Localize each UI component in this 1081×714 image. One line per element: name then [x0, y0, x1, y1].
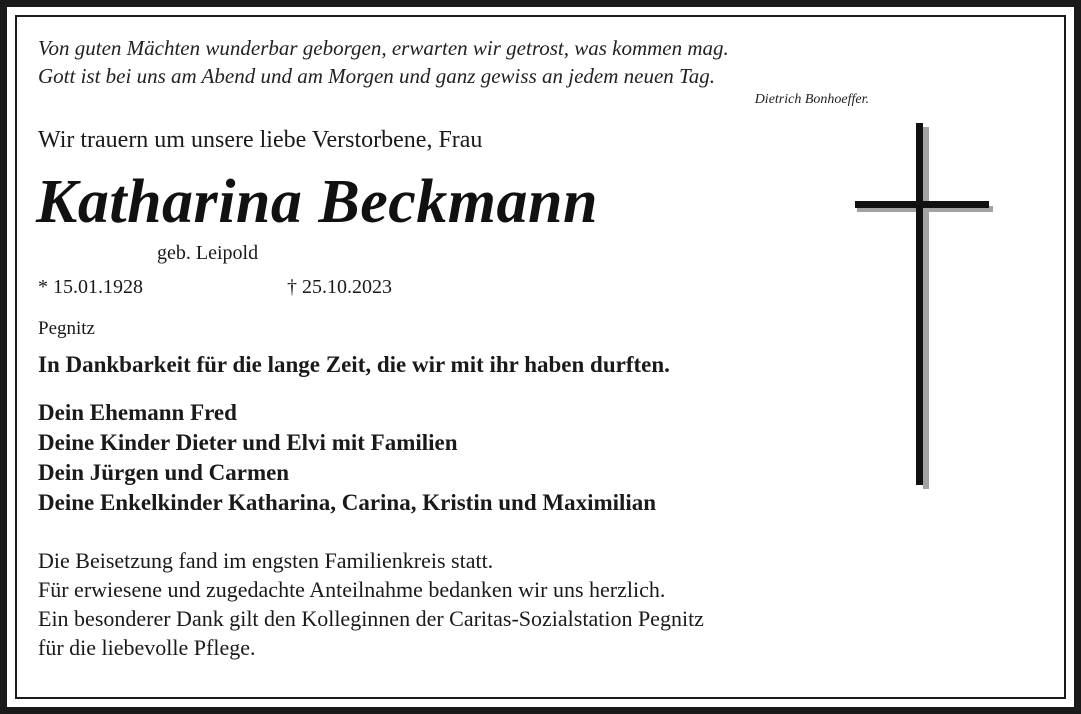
birth-name: geb. Leipold — [157, 242, 259, 264]
mourner-line: Dein Ehemann Fred — [38, 400, 237, 425]
gratitude-text: In Dankbarkeit für die lange Zeit, die wir mit ihr haben durften. — [38, 352, 670, 377]
deceased-name: Katharina Beckmann — [36, 168, 598, 236]
quote-line-2: Gott ist bei uns am Abend und am Morgen und ganz gewiss an jedem neuen Tag. — [38, 64, 716, 88]
quote-line-1: Von guten Mächten wunderbar geborgen, erwarten wir getrost, was kommen mag. — [38, 36, 729, 60]
closing-line: Für erwiesene und zugedachte Anteilnahme bedanken wir uns herzlich. — [38, 577, 666, 602]
closing-line: Die Beisetzung fand im engsten Familienkreis statt. — [38, 548, 494, 573]
closing-text — [38, 546, 704, 662]
mourner-line: Deine Enkelkinder Katharina, Carina, Kristin und Maximilian — [38, 490, 657, 515]
mourner-line: Deine Kinder Dieter und Elvi mit Familien — [38, 430, 458, 455]
closing-line: Ein besonderer Dank gilt den Kolleginnen der Caritas-Sozialstation Pegnitz — [38, 606, 704, 631]
quote-author: Dietrich Bonhoeffer. — [754, 92, 869, 107]
intro-text: Wir trauern um unsere liebe Verstorbene, Frau — [38, 127, 483, 153]
closing-line: für die liebevolle Pflege. — [38, 635, 256, 660]
place: Pegnitz — [38, 318, 95, 339]
death-date: † 25.10.2023 — [287, 276, 392, 298]
birth-date: * 15.01.1928 — [38, 276, 143, 298]
mourners-list — [38, 398, 656, 518]
mourner-line: Dein Jürgen und Carmen — [38, 460, 290, 485]
cross-icon — [855, 123, 995, 493]
